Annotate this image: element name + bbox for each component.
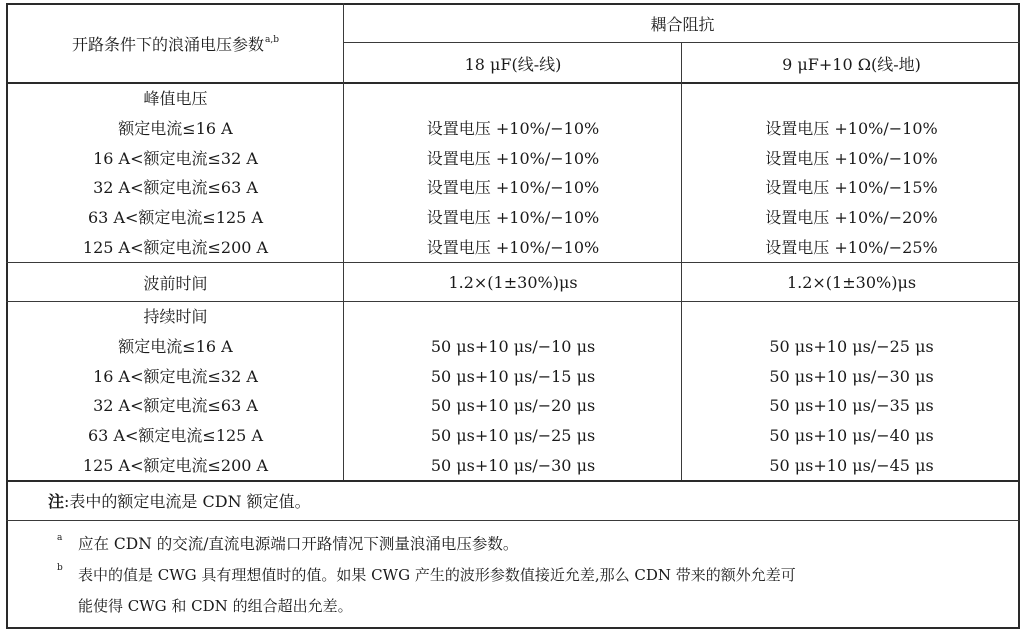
duration-labels bbox=[8, 302, 343, 481]
divider bbox=[681, 42, 682, 480]
cell-value: 50 μs+10 μs/−10 μs bbox=[430, 336, 596, 356]
front-time-col2: 1.2×(1±30%)μs bbox=[786, 272, 917, 292]
peak-voltage-col2 bbox=[683, 114, 1020, 263]
row-label: 16 A<额定电流≤32 A bbox=[93, 366, 258, 386]
duration-col1 bbox=[345, 332, 681, 481]
row-label: 63 A<额定电流≤125 A bbox=[88, 208, 263, 228]
footnote-mark-b: b bbox=[57, 563, 63, 573]
footnote-b-line1: 表中的值是 CWG 具有理想值时的值。如果 CWG 产生的波形参数值接近允差,那么 CDN 带来的额外允差可 bbox=[78, 566, 796, 584]
cell-value: 50 μs+10 μs/−25 μs bbox=[430, 426, 596, 446]
cell-value: 设置电压 +10%/−10% bbox=[426, 178, 600, 198]
row-label: 63 A<额定电流≤125 A bbox=[88, 426, 263, 446]
row-label: 额定电流≤16 A bbox=[118, 118, 233, 138]
duration-col2 bbox=[683, 332, 1020, 481]
cell-value: 设置电压 +10%/−10% bbox=[765, 118, 938, 138]
row-label: 16 A<额定电流≤32 A bbox=[93, 148, 258, 168]
row-label: 32 A<额定电流≤63 A bbox=[93, 178, 258, 198]
cell-value: 设置电压 +10%/−25% bbox=[765, 237, 938, 257]
column-header-9uf-10ohm: 9 μF+10 Ω(线-地) bbox=[782, 54, 921, 74]
section-title: 峰值电压 bbox=[143, 89, 208, 108]
cell-value: 50 μs+10 μs/−20 μs bbox=[430, 396, 596, 416]
section-title: 持续时间 bbox=[143, 307, 208, 326]
divider bbox=[6, 520, 1020, 521]
param-column-header-text: 开路条件下的浪涌电压参数 bbox=[71, 35, 264, 54]
front-time-label: 波前时间 bbox=[143, 273, 208, 293]
cell-value: 50 μs+10 μs/−30 μs bbox=[430, 455, 596, 475]
coupling-impedance-header: 耦合阻抗 bbox=[650, 15, 715, 34]
cell-value: 设置电压 +10%/−10% bbox=[426, 118, 600, 138]
cell-value: 50 μs+10 μs/−40 μs bbox=[769, 426, 934, 446]
footnote-a: 应在 CDN 的交流/直流电源端口开路情况下测量浪涌电压参数。 bbox=[78, 535, 519, 553]
row-label: 125 A<额定电流≤200 A bbox=[82, 237, 269, 257]
cell-value: 50 μs+10 μs/−15 μs bbox=[430, 366, 596, 386]
cell-value: 设置电压 +10%/−10% bbox=[426, 208, 600, 228]
row-label: 32 A<额定电流≤63 A bbox=[93, 396, 258, 416]
cell-value: 50 μs+10 μs/−45 μs bbox=[769, 455, 934, 475]
cell-value: 设置电压 +10%/−20% bbox=[765, 208, 938, 228]
column-header-18uf: 18 μF(线-线) bbox=[464, 54, 562, 74]
note-label: 注 bbox=[48, 492, 65, 511]
divider bbox=[343, 3, 344, 480]
footnote-mark-a: a bbox=[57, 533, 63, 543]
cell-value: 50 μs+10 μs/−30 μs bbox=[769, 366, 934, 386]
table-note bbox=[48, 489, 311, 512]
row-label: 额定电流≤16 A bbox=[118, 336, 233, 356]
footnote-b-line2: 能使得 CWG 和 CDN 的组合超出允差。 bbox=[78, 597, 353, 615]
cell-value: 设置电压 +10%/−15% bbox=[765, 178, 938, 198]
cell-value: 设置电压 +10%/−10% bbox=[426, 237, 600, 257]
cell-value: 设置电压 +10%/−10% bbox=[765, 148, 938, 168]
footnote-ref: a,b bbox=[265, 35, 279, 45]
cell-value: 设置电压 +10%/−10% bbox=[426, 148, 600, 168]
param-column-header bbox=[8, 5, 343, 82]
front-time-col1: 1.2×(1±30%)μs bbox=[448, 272, 578, 292]
peak-voltage-labels bbox=[8, 84, 343, 263]
row-label: 125 A<额定电流≤200 A bbox=[82, 455, 269, 475]
cell-value: 50 μs+10 μs/−25 μs bbox=[769, 336, 934, 356]
peak-voltage-col1 bbox=[345, 114, 681, 263]
cell-value: 50 μs+10 μs/−35 μs bbox=[769, 396, 934, 416]
note-text: :表中的额定电流是 CDN 额定值。 bbox=[64, 492, 311, 511]
